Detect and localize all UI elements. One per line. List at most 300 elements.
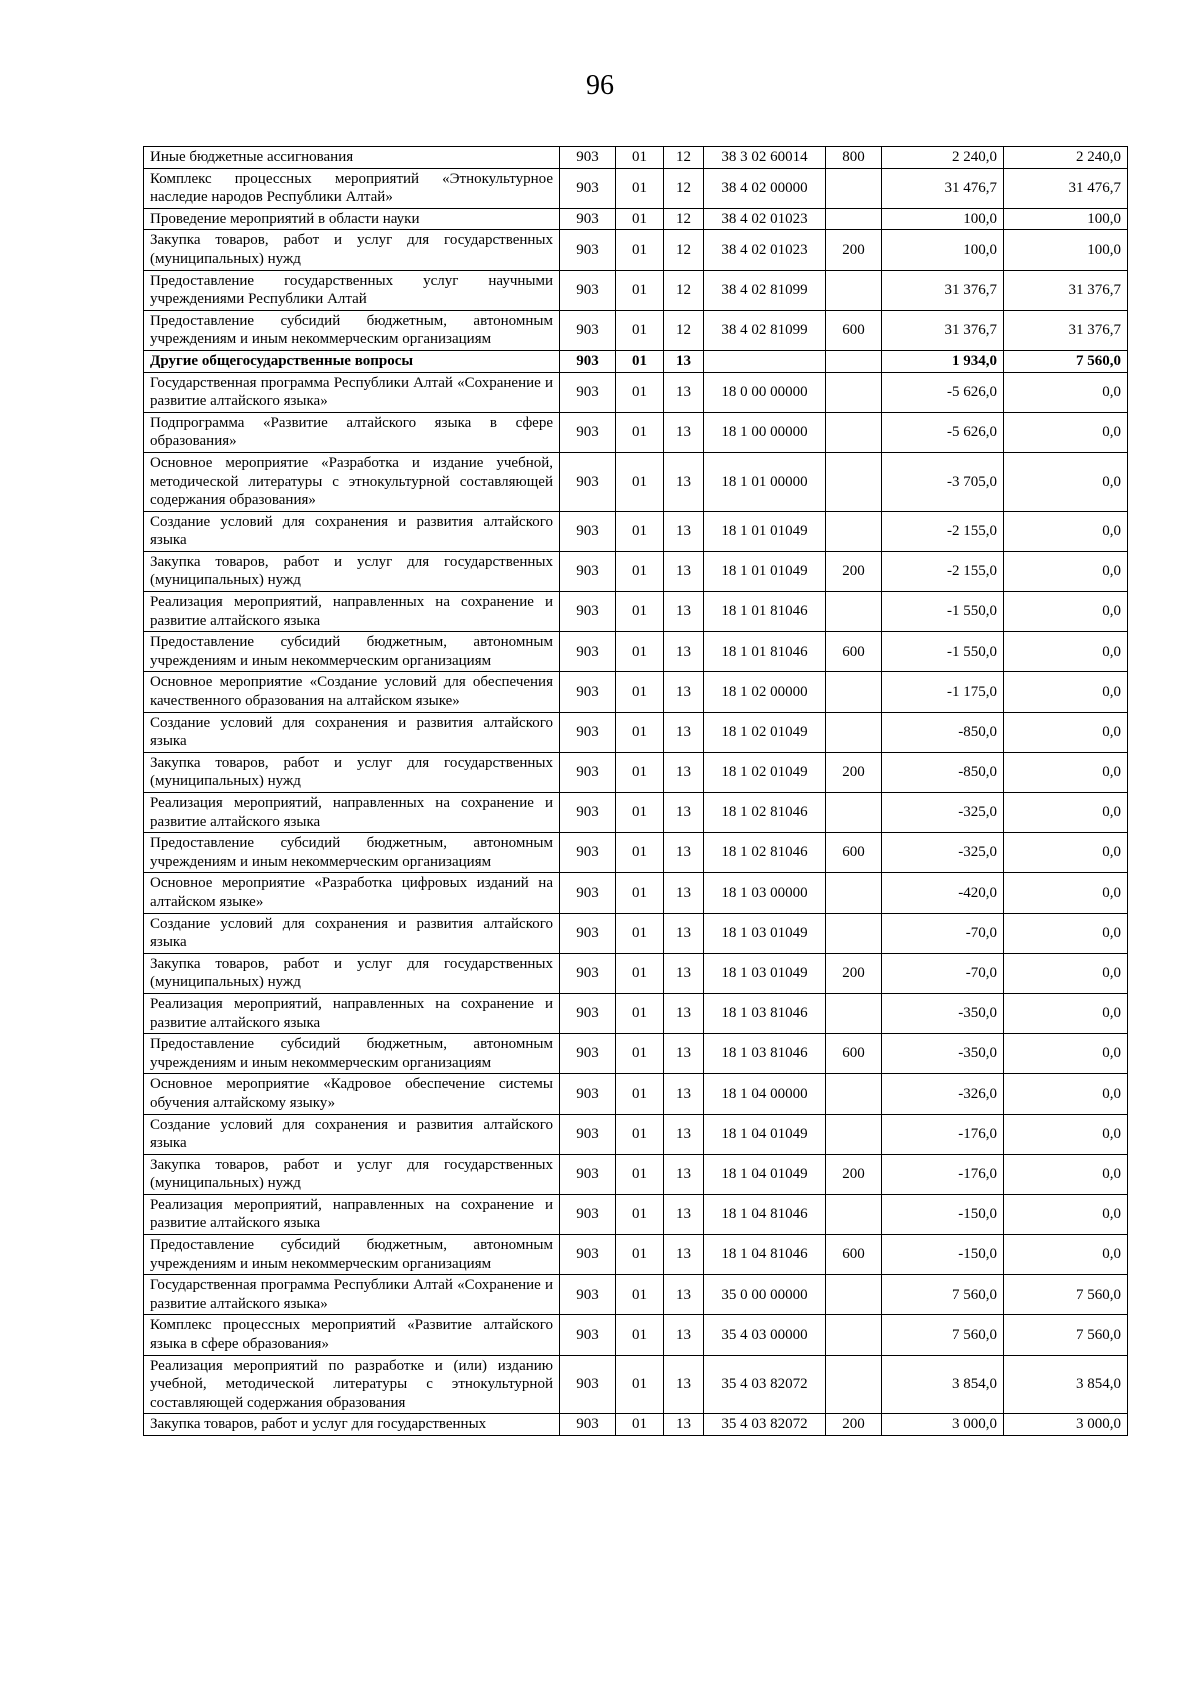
subsection-code-cell: 13 xyxy=(664,953,704,993)
section-code-cell: 01 xyxy=(616,752,664,792)
amount-year2-cell: 0,0 xyxy=(1004,1154,1128,1194)
amount-year1-cell: -1 550,0 xyxy=(882,632,1004,672)
expense-type-cell xyxy=(826,993,882,1033)
amount-year2-cell: 0,0 xyxy=(1004,412,1128,452)
amount-year2-cell: 0,0 xyxy=(1004,1034,1128,1074)
expense-type-cell: 200 xyxy=(826,551,882,591)
row-name-cell: Закупка товаров, работ и услуг для государственных (муниципальных) нужд xyxy=(144,551,560,591)
target-article-cell: 18 1 03 81046 xyxy=(704,993,826,1033)
amount-year2-cell: 0,0 xyxy=(1004,551,1128,591)
row-name-cell: Подпрограмма «Развитие алтайского языка в сфере образования» xyxy=(144,412,560,452)
section-code-cell: 01 xyxy=(616,270,664,310)
table-row xyxy=(144,1275,1128,1315)
section-code-cell: 01 xyxy=(616,672,664,712)
subsection-code-cell: 12 xyxy=(664,208,704,230)
table-row xyxy=(144,1154,1128,1194)
table-row xyxy=(144,168,1128,208)
subsection-code-cell: 12 xyxy=(664,147,704,169)
target-article-cell: 18 1 01 00000 xyxy=(704,452,826,511)
expense-type-cell: 200 xyxy=(826,230,882,270)
expense-type-cell xyxy=(826,372,882,412)
amount-year1-cell: -850,0 xyxy=(882,712,1004,752)
amount-year2-cell: 0,0 xyxy=(1004,452,1128,511)
table-row xyxy=(144,208,1128,230)
target-article-cell: 18 1 02 01049 xyxy=(704,752,826,792)
row-name-cell: Реализация мероприятий, направленных на сохранение и развитие алтайского языка xyxy=(144,993,560,1033)
section-code-cell: 01 xyxy=(616,168,664,208)
amount-year1-cell: 1 934,0 xyxy=(882,350,1004,372)
section-code-cell: 01 xyxy=(616,511,664,551)
expense-type-cell: 200 xyxy=(826,1414,882,1436)
amount-year2-cell: 3 854,0 xyxy=(1004,1355,1128,1414)
section-code-cell: 01 xyxy=(616,1235,664,1275)
expense-type-cell: 200 xyxy=(826,953,882,993)
expense-type-cell xyxy=(826,592,882,632)
subsection-code-cell: 13 xyxy=(664,350,704,372)
amount-year1-cell: 7 560,0 xyxy=(882,1315,1004,1355)
page-number: 96 xyxy=(586,70,614,101)
target-article-cell: 18 1 02 81046 xyxy=(704,793,826,833)
ved-code-cell: 903 xyxy=(560,993,616,1033)
subsection-code-cell: 12 xyxy=(664,168,704,208)
subsection-code-cell: 13 xyxy=(664,1235,704,1275)
target-article-cell: 18 1 03 01049 xyxy=(704,913,826,953)
table-row xyxy=(144,147,1128,169)
amount-year2-cell: 0,0 xyxy=(1004,592,1128,632)
amount-year2-cell: 0,0 xyxy=(1004,993,1128,1033)
section-code-cell: 01 xyxy=(616,873,664,913)
expense-type-cell: 200 xyxy=(826,752,882,792)
expense-type-cell xyxy=(826,1114,882,1154)
row-name-cell: Создание условий для сохранения и развития алтайского языка xyxy=(144,1114,560,1154)
target-article-cell: 18 1 03 81046 xyxy=(704,1034,826,1074)
target-article-cell: 38 3 02 60014 xyxy=(704,147,826,169)
subsection-code-cell: 13 xyxy=(664,1114,704,1154)
row-name-cell: Предоставление государственных услуг научными учреждениями Республики Алтай xyxy=(144,270,560,310)
expense-type-cell xyxy=(826,1355,882,1414)
subsection-code-cell: 13 xyxy=(664,592,704,632)
section-code-cell: 01 xyxy=(616,310,664,350)
subsection-code-cell: 13 xyxy=(664,793,704,833)
row-name-cell: Государственная программа Республики Алтай «Сохранение и развитие алтайского языка» xyxy=(144,372,560,412)
subsection-code-cell: 13 xyxy=(664,1074,704,1114)
expense-type-cell xyxy=(826,672,882,712)
subsection-code-cell: 13 xyxy=(664,1034,704,1074)
row-name-cell: Государственная программа Республики Алтай «Сохранение и развитие алтайского языка» xyxy=(144,1275,560,1315)
section-code-cell: 01 xyxy=(616,993,664,1033)
subsection-code-cell: 13 xyxy=(664,511,704,551)
amount-year1-cell: -5 626,0 xyxy=(882,372,1004,412)
target-article-cell: 18 1 04 00000 xyxy=(704,1074,826,1114)
expense-type-cell xyxy=(826,511,882,551)
expense-type-cell xyxy=(826,208,882,230)
table-row xyxy=(144,1034,1128,1074)
amount-year2-cell: 3 000,0 xyxy=(1004,1414,1128,1436)
expense-type-cell xyxy=(826,1315,882,1355)
amount-year1-cell: 31 376,7 xyxy=(882,310,1004,350)
table-row xyxy=(144,592,1128,632)
subsection-code-cell: 12 xyxy=(664,310,704,350)
subsection-code-cell: 13 xyxy=(664,1355,704,1414)
table-row xyxy=(144,1074,1128,1114)
subsection-code-cell: 13 xyxy=(664,551,704,591)
section-code-cell: 01 xyxy=(616,1315,664,1355)
amount-year1-cell: -176,0 xyxy=(882,1114,1004,1154)
target-article-cell: 18 1 01 81046 xyxy=(704,632,826,672)
amount-year2-cell: 0,0 xyxy=(1004,1194,1128,1234)
amount-year2-cell: 0,0 xyxy=(1004,511,1128,551)
amount-year1-cell: 100,0 xyxy=(882,230,1004,270)
ved-code-cell: 903 xyxy=(560,1275,616,1315)
target-article-cell: 18 1 00 00000 xyxy=(704,412,826,452)
target-article-cell: 38 4 02 00000 xyxy=(704,168,826,208)
expense-type-cell: 800 xyxy=(826,147,882,169)
amount-year2-cell: 0,0 xyxy=(1004,372,1128,412)
section-code-cell: 01 xyxy=(616,412,664,452)
subsection-code-cell: 13 xyxy=(664,873,704,913)
subsection-code-cell: 13 xyxy=(664,372,704,412)
section-code-cell: 01 xyxy=(616,592,664,632)
ved-code-cell: 903 xyxy=(560,1315,616,1355)
section-code-cell: 01 xyxy=(616,208,664,230)
amount-year2-cell: 2 240,0 xyxy=(1004,147,1128,169)
section-code-cell: 01 xyxy=(616,350,664,372)
subsection-code-cell: 13 xyxy=(664,1315,704,1355)
ved-code-cell: 903 xyxy=(560,712,616,752)
amount-year2-cell: 31 376,7 xyxy=(1004,310,1128,350)
table-row xyxy=(144,672,1128,712)
section-code-cell: 01 xyxy=(616,793,664,833)
amount-year1-cell: -2 155,0 xyxy=(882,511,1004,551)
amount-year1-cell: 3 854,0 xyxy=(882,1355,1004,1414)
amount-year2-cell: 0,0 xyxy=(1004,1235,1128,1275)
target-article-cell: 38 4 02 81099 xyxy=(704,270,826,310)
ved-code-cell: 903 xyxy=(560,511,616,551)
section-code-cell: 01 xyxy=(616,147,664,169)
table-row xyxy=(144,412,1128,452)
section-code-cell: 01 xyxy=(616,833,664,873)
row-name-cell: Иные бюджетные ассигнования xyxy=(144,147,560,169)
ved-code-cell: 903 xyxy=(560,208,616,230)
target-article-cell: 18 1 04 81046 xyxy=(704,1194,826,1234)
amount-year2-cell: 0,0 xyxy=(1004,712,1128,752)
amount-year2-cell: 0,0 xyxy=(1004,632,1128,672)
table-row xyxy=(144,1355,1128,1414)
row-name-cell: Другие общегосударственные вопросы xyxy=(144,350,560,372)
subsection-code-cell: 13 xyxy=(664,632,704,672)
expense-type-cell xyxy=(826,412,882,452)
target-article-cell xyxy=(704,350,826,372)
target-article-cell: 18 1 04 01049 xyxy=(704,1114,826,1154)
target-article-cell: 35 4 03 82072 xyxy=(704,1414,826,1436)
table-row xyxy=(144,310,1128,350)
target-article-cell: 38 4 02 81099 xyxy=(704,310,826,350)
subsection-code-cell: 13 xyxy=(664,672,704,712)
row-name-cell: Проведение мероприятий в области науки xyxy=(144,208,560,230)
target-article-cell: 35 0 00 00000 xyxy=(704,1275,826,1315)
subsection-code-cell: 13 xyxy=(664,712,704,752)
amount-year1-cell: -70,0 xyxy=(882,913,1004,953)
row-name-cell: Создание условий для сохранения и развития алтайского языка xyxy=(144,913,560,953)
ved-code-cell: 903 xyxy=(560,230,616,270)
target-article-cell: 18 1 01 01049 xyxy=(704,551,826,591)
amount-year2-cell: 0,0 xyxy=(1004,1114,1128,1154)
amount-year1-cell: 31 376,7 xyxy=(882,270,1004,310)
ved-code-cell: 903 xyxy=(560,350,616,372)
section-code-cell: 01 xyxy=(616,632,664,672)
table-row xyxy=(144,1194,1128,1234)
row-name-cell: Комплекс процессных мероприятий «Этнокультурное наследие народов Республики Алтай» xyxy=(144,168,560,208)
ved-code-cell: 903 xyxy=(560,1074,616,1114)
subsection-code-cell: 13 xyxy=(664,412,704,452)
ved-code-cell: 903 xyxy=(560,1355,616,1414)
ved-code-cell: 903 xyxy=(560,1154,616,1194)
expense-type-cell xyxy=(826,1074,882,1114)
row-name-cell: Предоставление субсидий бюджетным, автономным учреждениям и иным некоммерческим организациям xyxy=(144,310,560,350)
row-name-cell: Предоставление субсидий бюджетным, автономным учреждениям и иным некоммерческим организациям xyxy=(144,1034,560,1074)
amount-year2-cell: 7 560,0 xyxy=(1004,350,1128,372)
table-row xyxy=(144,511,1128,551)
row-name-cell: Реализация мероприятий, направленных на сохранение и развитие алтайского языка xyxy=(144,592,560,632)
amount-year2-cell: 0,0 xyxy=(1004,752,1128,792)
target-article-cell: 18 1 04 81046 xyxy=(704,1235,826,1275)
row-name-cell: Предоставление субсидий бюджетным, автономным учреждениям и иным некоммерческим организациям xyxy=(144,632,560,672)
row-name-cell: Основное мероприятие «Создание условий для обеспечения качественного образования на алтайском языке» xyxy=(144,672,560,712)
ved-code-cell: 903 xyxy=(560,1194,616,1234)
table-row xyxy=(144,953,1128,993)
expense-type-cell xyxy=(826,873,882,913)
section-code-cell: 01 xyxy=(616,1414,664,1436)
section-code-cell: 01 xyxy=(616,1114,664,1154)
subsection-code-cell: 12 xyxy=(664,270,704,310)
subsection-code-cell: 13 xyxy=(664,452,704,511)
table-row xyxy=(144,270,1128,310)
table-body xyxy=(144,147,1128,1436)
row-name-cell: Закупка товаров, работ и услуг для государственных (муниципальных) нужд xyxy=(144,752,560,792)
amount-year1-cell: 2 240,0 xyxy=(882,147,1004,169)
ved-code-cell: 903 xyxy=(560,793,616,833)
row-name-cell: Комплекс процессных мероприятий «Развитие алтайского языка в сфере образования» xyxy=(144,1315,560,1355)
ved-code-cell: 903 xyxy=(560,1235,616,1275)
row-name-cell: Закупка товаров, работ и услуг для государственных (муниципальных) нужд xyxy=(144,230,560,270)
subsection-code-cell: 13 xyxy=(664,833,704,873)
amount-year1-cell: -2 155,0 xyxy=(882,551,1004,591)
amount-year1-cell: -325,0 xyxy=(882,793,1004,833)
ved-code-cell: 903 xyxy=(560,1414,616,1436)
amount-year1-cell: -176,0 xyxy=(882,1154,1004,1194)
ved-code-cell: 903 xyxy=(560,147,616,169)
target-article-cell: 18 1 03 01049 xyxy=(704,953,826,993)
amount-year1-cell: 100,0 xyxy=(882,208,1004,230)
section-code-cell: 01 xyxy=(616,230,664,270)
expense-type-cell: 600 xyxy=(826,833,882,873)
expense-type-cell xyxy=(826,712,882,752)
target-article-cell: 38 4 02 01023 xyxy=(704,230,826,270)
amount-year1-cell: -350,0 xyxy=(882,1034,1004,1074)
target-article-cell: 18 1 03 00000 xyxy=(704,873,826,913)
expense-type-cell xyxy=(826,1275,882,1315)
subsection-code-cell: 13 xyxy=(664,1194,704,1234)
amount-year2-cell: 100,0 xyxy=(1004,230,1128,270)
ved-code-cell: 903 xyxy=(560,1034,616,1074)
section-code-cell: 01 xyxy=(616,712,664,752)
row-name-cell: Реализация мероприятий, направленных на сохранение и развитие алтайского языка xyxy=(144,793,560,833)
table-row xyxy=(144,913,1128,953)
amount-year1-cell: -420,0 xyxy=(882,873,1004,913)
amount-year1-cell: -350,0 xyxy=(882,993,1004,1033)
target-article-cell: 18 0 00 00000 xyxy=(704,372,826,412)
subsection-code-cell: 13 xyxy=(664,1414,704,1436)
section-code-cell: 01 xyxy=(616,913,664,953)
table-row xyxy=(144,833,1128,873)
section-code-cell: 01 xyxy=(616,953,664,993)
section-code-cell: 01 xyxy=(616,551,664,591)
table-row xyxy=(144,873,1128,913)
amount-year1-cell: -850,0 xyxy=(882,752,1004,792)
amount-year2-cell: 100,0 xyxy=(1004,208,1128,230)
table-row xyxy=(144,230,1128,270)
ved-code-cell: 903 xyxy=(560,412,616,452)
section-code-cell: 01 xyxy=(616,1275,664,1315)
row-name-cell: Создание условий для сохранения и развития алтайского языка xyxy=(144,712,560,752)
expense-type-cell xyxy=(826,913,882,953)
section-code-cell: 01 xyxy=(616,1355,664,1414)
target-article-cell: 18 1 02 81046 xyxy=(704,833,826,873)
ved-code-cell: 903 xyxy=(560,672,616,712)
amount-year2-cell: 7 560,0 xyxy=(1004,1315,1128,1355)
expense-type-cell: 600 xyxy=(826,310,882,350)
ved-code-cell: 903 xyxy=(560,632,616,672)
expense-type-cell xyxy=(826,1194,882,1234)
section-code-cell: 01 xyxy=(616,452,664,511)
ved-code-cell: 903 xyxy=(560,1114,616,1154)
ved-code-cell: 903 xyxy=(560,752,616,792)
expense-type-cell: 600 xyxy=(826,1034,882,1074)
target-article-cell: 38 4 02 01023 xyxy=(704,208,826,230)
amount-year1-cell: -5 626,0 xyxy=(882,412,1004,452)
amount-year2-cell: 31 376,7 xyxy=(1004,270,1128,310)
section-code-cell: 01 xyxy=(616,372,664,412)
amount-year2-cell: 0,0 xyxy=(1004,873,1128,913)
amount-year1-cell: -70,0 xyxy=(882,953,1004,993)
subsection-code-cell: 13 xyxy=(664,752,704,792)
ved-code-cell: 903 xyxy=(560,270,616,310)
table-row xyxy=(144,1414,1128,1436)
ved-code-cell: 903 xyxy=(560,833,616,873)
table-row xyxy=(144,452,1128,511)
subsection-code-cell: 13 xyxy=(664,1275,704,1315)
table-row xyxy=(144,551,1128,591)
ved-code-cell: 903 xyxy=(560,953,616,993)
section-code-cell: 01 xyxy=(616,1034,664,1074)
row-name-cell: Основное мероприятие «Разработка и издание учебной, методической литературы с этнокультурной составляющей содержания образования» xyxy=(144,452,560,511)
expense-type-cell xyxy=(826,168,882,208)
target-article-cell: 18 1 01 81046 xyxy=(704,592,826,632)
subsection-code-cell: 13 xyxy=(664,1154,704,1194)
expense-type-cell xyxy=(826,350,882,372)
expense-type-cell xyxy=(826,452,882,511)
table-row xyxy=(144,1114,1128,1154)
amount-year1-cell: 7 560,0 xyxy=(882,1275,1004,1315)
amount-year1-cell: -1 175,0 xyxy=(882,672,1004,712)
section-code-cell: 01 xyxy=(616,1074,664,1114)
row-name-cell: Создание условий для сохранения и развития алтайского языка xyxy=(144,511,560,551)
expense-type-cell xyxy=(826,270,882,310)
table-row xyxy=(144,712,1128,752)
ved-code-cell: 903 xyxy=(560,168,616,208)
ved-code-cell: 903 xyxy=(560,372,616,412)
target-article-cell: 18 1 04 01049 xyxy=(704,1154,826,1194)
amount-year1-cell: -325,0 xyxy=(882,833,1004,873)
ved-code-cell: 903 xyxy=(560,452,616,511)
table-row xyxy=(144,793,1128,833)
ved-code-cell: 903 xyxy=(560,592,616,632)
table-row xyxy=(144,350,1128,372)
amount-year1-cell: -1 550,0 xyxy=(882,592,1004,632)
row-name-cell: Закупка товаров, работ и услуг для государственных (муниципальных) нужд xyxy=(144,953,560,993)
row-name-cell: Основное мероприятие «Разработка цифровых изданий на алтайском языке» xyxy=(144,873,560,913)
amount-year1-cell: 31 476,7 xyxy=(882,168,1004,208)
expense-type-cell: 600 xyxy=(826,632,882,672)
ved-code-cell: 903 xyxy=(560,310,616,350)
row-name-cell: Предоставление субсидий бюджетным, автономным учреждениям и иным некоммерческим организациям xyxy=(144,833,560,873)
amount-year2-cell: 0,0 xyxy=(1004,1074,1128,1114)
ved-code-cell: 903 xyxy=(560,551,616,591)
amount-year1-cell: -3 705,0 xyxy=(882,452,1004,511)
table-row xyxy=(144,993,1128,1033)
section-code-cell: 01 xyxy=(616,1194,664,1234)
amount-year2-cell: 0,0 xyxy=(1004,833,1128,873)
target-article-cell: 18 1 01 01049 xyxy=(704,511,826,551)
amount-year2-cell: 7 560,0 xyxy=(1004,1275,1128,1315)
ved-code-cell: 903 xyxy=(560,873,616,913)
subsection-code-cell: 13 xyxy=(664,913,704,953)
target-article-cell: 35 4 03 00000 xyxy=(704,1315,826,1355)
ved-code-cell: 903 xyxy=(560,913,616,953)
table-row xyxy=(144,1235,1128,1275)
amount-year2-cell: 0,0 xyxy=(1004,793,1128,833)
table-row xyxy=(144,632,1128,672)
amount-year1-cell: -150,0 xyxy=(882,1235,1004,1275)
row-name-cell: Реализация мероприятий, направленных на сохранение и развитие алтайского языка xyxy=(144,1194,560,1234)
subsection-code-cell: 13 xyxy=(664,993,704,1033)
table-row xyxy=(144,752,1128,792)
amount-year1-cell: -150,0 xyxy=(882,1194,1004,1234)
amount-year2-cell: 31 476,7 xyxy=(1004,168,1128,208)
expense-type-cell: 600 xyxy=(826,1235,882,1275)
row-name-cell: Предоставление субсидий бюджетным, автономным учреждениям и иным некоммерческим организациям xyxy=(144,1235,560,1275)
row-name-cell: Реализация мероприятий по разработке и (или) изданию учебной, методической литературы с этнокультурной составляющей содержания образования xyxy=(144,1355,560,1414)
subsection-code-cell: 12 xyxy=(664,230,704,270)
row-name-cell: Закупка товаров, работ и услуг для государственных xyxy=(144,1414,560,1436)
table-row xyxy=(144,1315,1128,1355)
section-code-cell: 01 xyxy=(616,1154,664,1194)
row-name-cell: Основное мероприятие «Кадровое обеспечение системы обучения алтайскому языку» xyxy=(144,1074,560,1114)
row-name-cell: Закупка товаров, работ и услуг для государственных (муниципальных) нужд xyxy=(144,1154,560,1194)
budget-table xyxy=(143,146,1128,1436)
amount-year2-cell: 0,0 xyxy=(1004,672,1128,712)
amount-year2-cell: 0,0 xyxy=(1004,913,1128,953)
amount-year2-cell: 0,0 xyxy=(1004,953,1128,993)
target-article-cell: 35 4 03 82072 xyxy=(704,1355,826,1414)
expense-type-cell: 200 xyxy=(826,1154,882,1194)
expense-type-cell xyxy=(826,793,882,833)
target-article-cell: 18 1 02 00000 xyxy=(704,672,826,712)
table-row xyxy=(144,372,1128,412)
amount-year1-cell: 3 000,0 xyxy=(882,1414,1004,1436)
amount-year1-cell: -326,0 xyxy=(882,1074,1004,1114)
target-article-cell: 18 1 02 01049 xyxy=(704,712,826,752)
